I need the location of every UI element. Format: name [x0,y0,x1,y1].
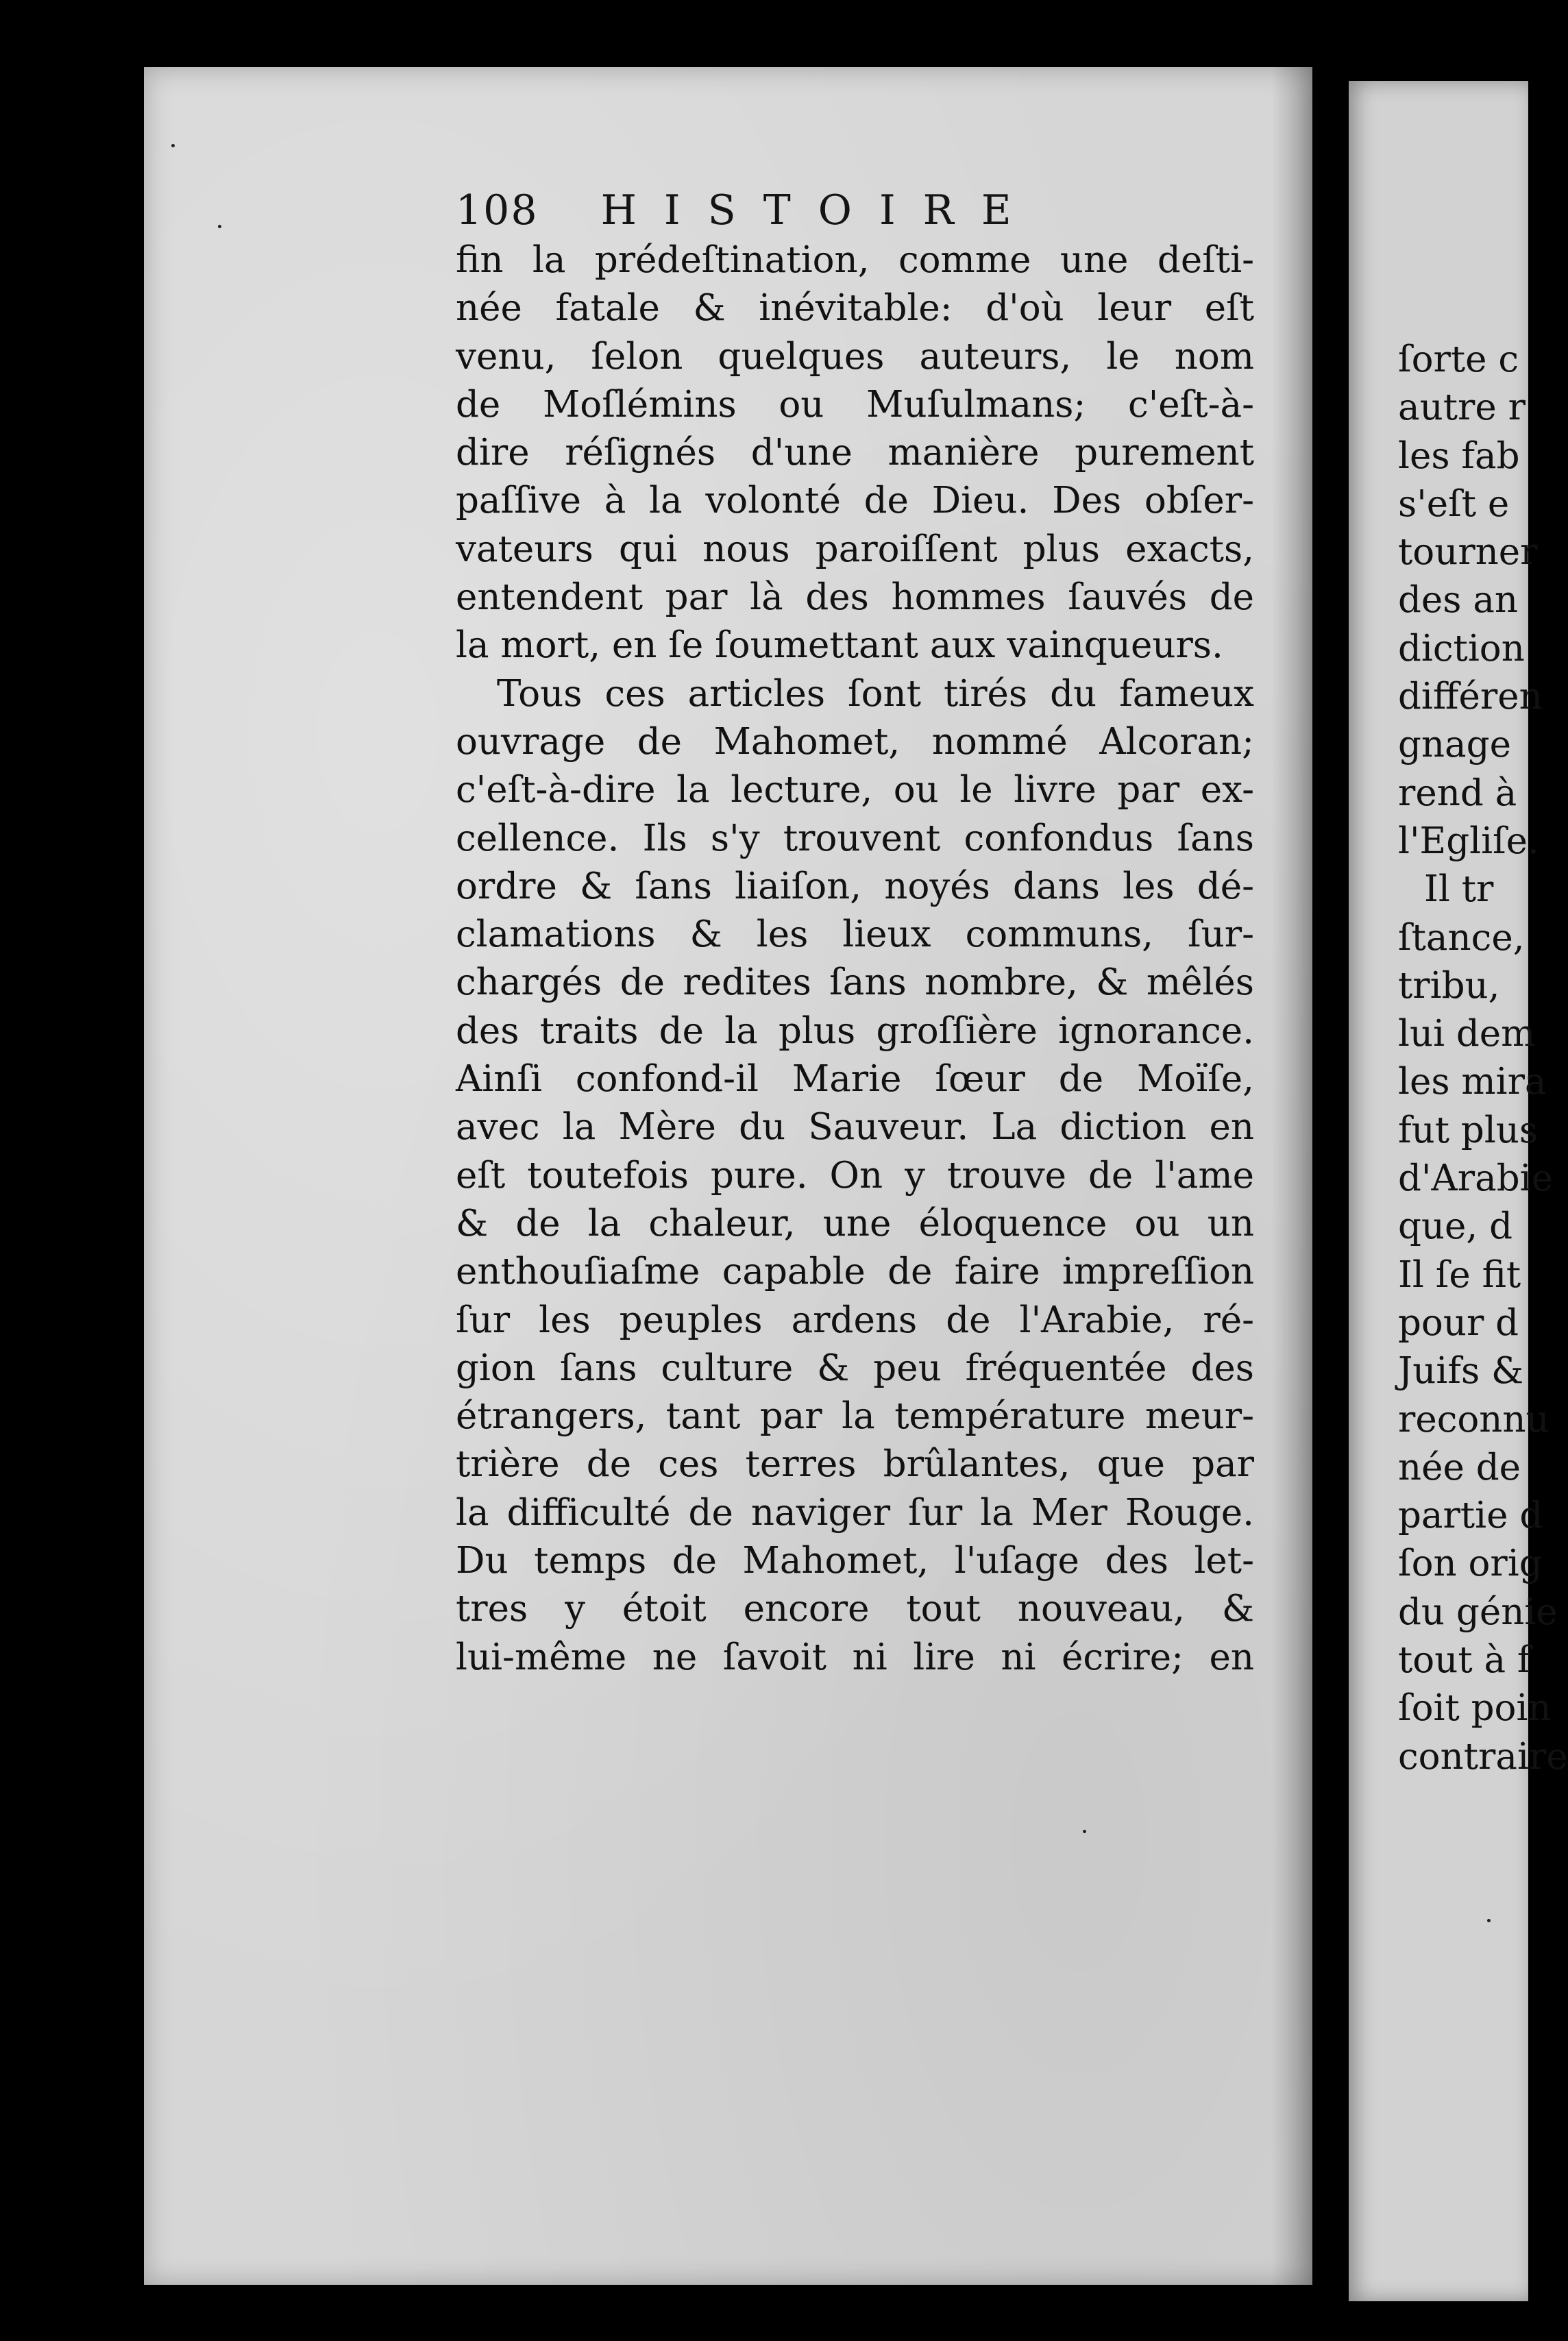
text-line: fut plus [1398,1109,1539,1151]
text-line: ſorte c [1398,339,1519,380]
text-line: clamations & les lieux communs, ſur- [456,914,1254,956]
running-title: HISTOIRE [600,186,1039,234]
text-line: gnage [1398,724,1511,766]
text-line: c'eſt-à-dire la lecture, ou le livre par ex- [456,769,1254,811]
right-page [1349,81,1568,2301]
text-line: rend à [1398,772,1517,814]
text-line: paſſive à la volonté de Dieu. Des obſer- [456,480,1254,522]
text-line: lui dem [1398,1013,1536,1055]
text-line: chargés de redites ſans nombre, & mêlés [456,961,1254,1004]
text-line: les mira [1398,1061,1547,1103]
text-line: enthouſiaſme capable de faire impreſſion [456,1251,1254,1293]
text-line: des an [1398,579,1519,622]
text-line: cellence. Ils s'y trouvent confondus ſans [456,817,1254,859]
text-line: partie d [1398,1495,1543,1537]
text-line: gion ſans culture & peu fréquentée des [456,1347,1254,1389]
text-line: ſon orig [1398,1543,1543,1585]
text-line: la difficulté de naviger ſur la Mer Rouge. [456,1491,1254,1534]
text-line: tourner [1398,531,1538,574]
text-line: vateurs qui nous paroiſſent plus exacts, [456,528,1254,570]
text-line: des traits de la plus groſſière ignorance. [456,1009,1254,1052]
text-line: Tous ces articles ſont tirés du fameux [497,672,1254,715]
text-line: tout à f [1398,1639,1531,1682]
body-text [456,236,1254,1682]
text-line: dire réſignés d'une manière purement [456,432,1254,474]
text-line: différen [1398,676,1543,718]
text-line: diction [1398,627,1525,670]
text-line: s'eſt e [1398,482,1510,525]
text-line: Du temps de Mahomet, l'uſage des let- [456,1540,1254,1582]
scan-speck [1083,1830,1086,1833]
text-line: autre r [1398,387,1526,429]
scan-speck [171,144,175,147]
text-line: contraire [1398,1735,1568,1778]
text-line: lui-même ne ſavoit ni lire ni écrire; en [456,1636,1254,1678]
text-line: Ainſi confond-il Marie ſœur de Moïſe, [456,1058,1254,1101]
text-line: fin la prédeſtination, comme une deſti- [456,239,1254,281]
text-line: & de la chaleur, une éloquence ou un [456,1202,1254,1245]
text-line: entendent par là des hommes ſauvés de [456,576,1254,619]
text-line: étrangers, tant par la température meur- [456,1395,1254,1438]
text-line: tres y étoit encore tout nouveau, & [456,1588,1254,1630]
facing-page-text [1398,336,1568,1781]
text-line: pour d [1398,1301,1519,1344]
text-line: trière de ces terres brûlantes, que par [456,1443,1254,1486]
text-line: Juifs & [1398,1350,1524,1393]
text-line: d'Arabie [1398,1157,1553,1200]
text-line: reconnu [1398,1398,1549,1441]
text-line: eſt toutefois pure. On y trouve de l'ame [456,1154,1254,1197]
text-line: que, d [1398,1205,1513,1248]
gutter-shadow [1271,67,1312,2285]
text-line: Il tr [1424,868,1494,911]
text-line: la mort, en ſe ſoumettant aux vainqueurs. [456,624,1223,667]
text-line: ordre & ſans liaiſon, noyés dans les dé- [456,865,1254,907]
text-line: de Moſlémins ou Muſulmans; c'eſt-à- [456,383,1254,426]
scan-speck [1487,1919,1491,1922]
text-line: du génie [1398,1591,1558,1633]
page-number: 108 [456,186,539,234]
text-line: venu, ſelon quelques auteurs, le nom [456,335,1254,378]
text-line: née de [1398,1446,1521,1488]
text-line: ſur les peuples ardens de l'Arabie, ré- [456,1299,1254,1341]
text-line: l'Egliſe. [1398,820,1539,862]
text-line: ſoit poin [1398,1687,1552,1730]
text-line: les fab [1398,434,1520,477]
text-line: tribu, [1398,964,1500,1007]
text-line: née fatale & inévitable: d'où leur eſt [456,287,1254,330]
text-line: Il ſe fit [1398,1253,1521,1296]
text-line: ſtance, [1398,916,1525,959]
running-head [456,186,1278,241]
text-line: ouvrage de Mahomet, nommé Alcoran; [456,720,1254,763]
scan-speck [218,225,221,228]
text-line: avec la Mère du Sauveur. La diction en [456,1106,1254,1149]
